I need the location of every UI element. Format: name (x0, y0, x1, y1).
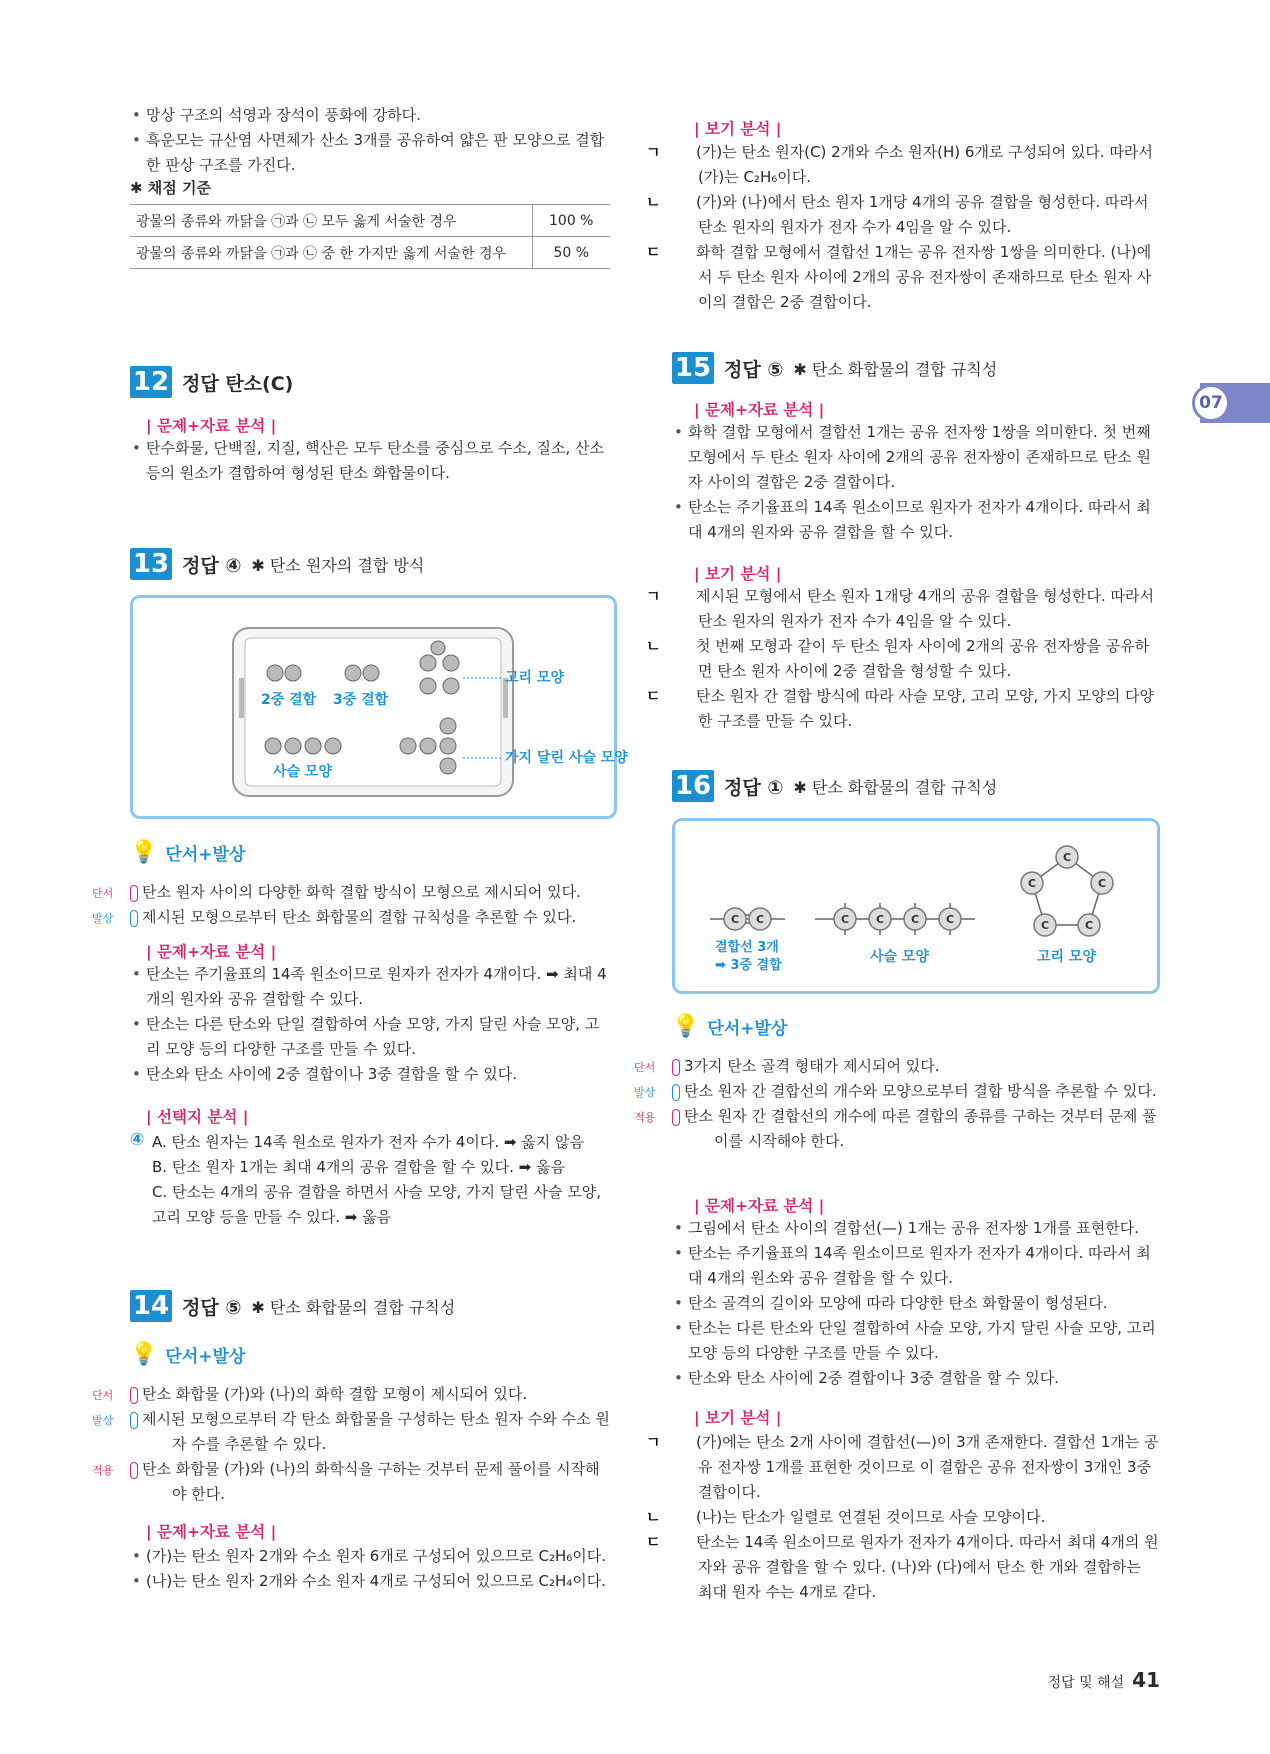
section-label: | 보기 분석 | (694, 120, 782, 138)
clue-text: 탄소 원자 사이의 다양한 화학 결합 방식이 모형으로 제시되어 있다. (142, 883, 581, 901)
bogi-text: 제시된 모형에서 탄소 원자 1개당 4개의 공유 결합을 형성한다. 따라서 탄소 원자의 원자가 전자 수가 4임을 알 수 있다. (696, 587, 1155, 630)
clue-badge: 단서 (130, 885, 138, 902)
list-item: • 탄소는 주기율표의 14족 원소이므로 원자가 전자가 4개이다. ➡ 최대 4개의 원자와 공유 결합할 수 있다. (130, 962, 610, 1012)
q13-header (130, 548, 424, 580)
q15-bullets (672, 420, 1160, 545)
atom-label: C (875, 913, 885, 926)
bogi-mark: ㄴ (646, 637, 661, 655)
list-item: • (가)는 탄소 원자 2개와 수소 원자 6개로 구성되어 있으므로 C₂H₆이다. (130, 1544, 610, 1569)
atom-label: C (730, 913, 740, 926)
q13-bullets (130, 962, 610, 1087)
table-cell: 100 % (532, 205, 610, 237)
bogi-mark: ㄱ (646, 143, 661, 161)
clue-badge: 단서 (672, 1059, 680, 1076)
bogi-text: (가)에는 탄소 2개 사이에 결합선(—)이 3개 존재한다. 결합선 1개는 공유 전자쌍 1개를 표현한 것이므로 이 결합은 공유 전자쌍이 3개인 3중 결합이다. (696, 1433, 1159, 1501)
bogi-text: 첫 번째 모형과 같이 두 탄소 원자 사이에 2개의 공유 전자쌍을 공유하면 탄소 원자 사이에 2중 결합을 형성할 수 있다. (696, 637, 1150, 680)
lightbulb-icon: 💡 (672, 1014, 700, 1039)
idea-text: 제시된 모형으로부터 탄소 화합물의 결합 규칙성을 추론할 수 있다. (142, 908, 577, 926)
bogi-mark: ㄱ (646, 1433, 661, 1451)
q16-header (672, 770, 997, 802)
idea-badge: 발상 (130, 1412, 138, 1429)
q15-header (672, 352, 997, 384)
table-cell: 광물의 종류와 까닭을 ㉠과 ㉡ 모두 옳게 서술한 경우 (130, 205, 532, 237)
question-number: 15 (672, 352, 714, 384)
list-item: • 탄소는 주기율표의 14족 원소이므로 원자가 전자가 4개이다. 따라서 최대 4개의 원자와 공유 결합을 할 수 있다. (672, 495, 1160, 545)
q14-header (130, 1290, 455, 1322)
criteria-table (130, 204, 610, 269)
atom-label: C (755, 913, 765, 926)
section-label: | 문제+자료 분석 | (694, 401, 825, 419)
idea-title: 단서+발상 (165, 1347, 246, 1367)
table-cell: 50 % (532, 237, 610, 269)
bogi-text: 탄소는 14족 원소이므로 원자가 전자가 4개이다. 따라서 최대 4개의 원자와 공유 결합을 할 수 있다. (나)와 (다)에서 탄소 한 개와 결합하는 최대 원자 수는 4개로 같다. (696, 1533, 1159, 1601)
q14-clues (92, 1382, 610, 1507)
idea-title: 단서+발상 (165, 845, 246, 865)
choice-mark: ④ (130, 1130, 145, 1150)
apply-text: 탄소 화합물 (가)와 (나)의 화학식을 구하는 것부터 문제 풀이를 시작해야 한다. (142, 1460, 600, 1503)
bogi-text: (가)는 탄소 원자(C) 2개와 수소 원자(H) 6개로 구성되어 있다. 따라서 (가)는 C₂H₆이다. (696, 143, 1153, 186)
list-item: • 탄소는 다른 탄소와 단일 결합하여 사슬 모양, 가지 달린 사슬 모양, 고리 모양 등의 다양한 구조를 만들 수 있다. (130, 1012, 610, 1062)
apply-badge: 적용 (672, 1109, 680, 1126)
q14-bogi (646, 140, 1160, 315)
apply-text: 탄소 원자 간 결합선의 개수에 따른 결합의 종류를 구하는 것부터 문제 풀이를 시작해야 한다. (684, 1107, 1157, 1150)
page-number: 41 (1132, 1668, 1160, 1692)
list-item: • 탄소는 주기율표의 14족 원소이므로 원자가 전자가 4개이다. 따라서 최대 4개의 원소와 공유 결합을 할 수 있다. (672, 1241, 1160, 1291)
answer: 정답 ④ (182, 554, 242, 577)
question-number: 14 (130, 1290, 172, 1322)
table-row (130, 237, 610, 269)
label-triple: 3중 결합 (333, 692, 389, 708)
question-number: 16 (672, 770, 714, 802)
list-item: • (나)는 탄소 원자 2개와 수소 원자 4개로 구성되어 있으므로 C₂H₄이다. (130, 1569, 610, 1594)
list-item: • 화학 결합 모형에서 결합선 1개는 공유 전자쌍 1쌍을 의미한다. 첫 번째 모형에서 두 탄소 원자 사이에 2개의 공유 전자쌍이 존재하므로 탄소 원자 사이의 결합은 2중 결합이다. (672, 420, 1160, 495)
top-bullets (130, 103, 610, 178)
idea-heading (672, 1014, 787, 1039)
atom-label: C (1084, 919, 1094, 932)
bogi-text: (나)는 탄소가 일렬로 연결된 것이므로 사슬 모양이다. (696, 1508, 1046, 1526)
list-item: • 그림에서 탄소 사이의 결합선(—) 1개는 공유 전자쌍 1개를 표현한다. (672, 1216, 1160, 1241)
section-label: | 문제+자료 분석 | (694, 1197, 825, 1215)
choice-item: B. 탄소 원자 1개는 최대 4개의 공유 결합을 할 수 있다. ➡ 옳음 (152, 1158, 565, 1176)
bogi-mark: ㄴ (646, 1508, 661, 1526)
atom-label: C (1040, 919, 1050, 932)
list-item: • 탄소와 탄소 사이에 2중 결합이나 3중 결합을 할 수 있다. (672, 1366, 1160, 1391)
list-item: • 탄소 골격의 길이와 모양에 따라 다양한 탄소 화합물이 형성된다. (672, 1291, 1160, 1316)
label-bonds: 결합선 3개 (715, 940, 779, 955)
question-tag: ✱ 탄소 원자의 결합 방식 (251, 555, 425, 575)
q16-figure (672, 818, 1160, 994)
atom-label: C (945, 913, 955, 926)
apply-badge: 적용 (130, 1462, 138, 1479)
label-ring: 고리 모양 (505, 670, 564, 686)
label-triple: ➡ 3중 결합 (715, 958, 782, 973)
criteria-title: ✱ 채점 기준 (130, 179, 211, 197)
q12-bullets (130, 436, 610, 486)
idea-text: 제시된 모형으로부터 각 탄소 화합물을 구성하는 탄소 원자 수와 수소 원자 수를 추론할 수 있다. (142, 1410, 610, 1453)
q16-bogi (646, 1430, 1160, 1605)
q13-figure (130, 595, 628, 819)
bogi-text: 화학 결합 모형에서 결합선 1개는 공유 전자쌍 1쌍을 의미한다. (나)에서 두 탄소 원자 사이에 2개의 공유 전자쌍이 존재하므로 탄소 원자 사이의 결합은 2중 결합이다. (696, 243, 1152, 311)
label-branch: 가지 달린 사슬 모양 (505, 750, 628, 766)
choice-item: C. 탄소는 4개의 공유 결합을 하면서 사슬 모양, 가지 달린 사슬 모양, 고리 모양 등을 만들 수 있다. ➡ 옳음 (152, 1183, 602, 1226)
atom-label: C (840, 913, 850, 926)
carbon-skeletons (675, 821, 1157, 991)
bogi-mark: ㄷ (646, 687, 661, 705)
section-label: | 보기 분석 | (694, 565, 782, 583)
bogi-mark: ㄷ (646, 1533, 661, 1551)
choice-item: A. 탄소 원자는 14족 원소로 원자가 전자 수가 4이다. ➡ 옳지 않음 (152, 1133, 584, 1151)
list-item: • 흑운모는 규산염 사면체가 산소 3개를 공유하여 얇은 판 모양으로 결합한 판상 구조를 가진다. (130, 128, 610, 178)
clue-text: 3가지 탄소 골격 형태가 제시되어 있다. (684, 1057, 940, 1075)
chapter-number[interactable]: 07 (1192, 384, 1230, 422)
lightbulb-icon: 💡 (130, 840, 158, 865)
idea-badge: 발상 (130, 910, 138, 927)
bogi-mark: ㄱ (646, 587, 661, 605)
idea-heading (130, 840, 245, 865)
q13-choices (130, 1130, 610, 1230)
table-cell: 광물의 종류와 까닭을 ㉠과 ㉡ 중 한 가지만 옳게 서술한 경우 (130, 237, 532, 269)
section-label: | 문제+자료 분석 | (146, 943, 277, 961)
idea-title: 단서+발상 (707, 1019, 788, 1039)
answer: 정답 ⑤ (182, 1296, 242, 1319)
page-footer (1048, 1668, 1160, 1692)
label-chain: 사슬 모양 (870, 949, 929, 965)
atom-label: C (1062, 851, 1072, 864)
list-item: • 망상 구조의 석영과 장석이 풍화에 강하다. (130, 103, 610, 128)
q14-bullets (130, 1544, 610, 1594)
label-ring: 고리 모양 (1037, 949, 1096, 965)
bogi-mark: ㄷ (646, 243, 661, 261)
question-number: 13 (130, 548, 172, 580)
section-label: | 보기 분석 | (694, 1409, 782, 1427)
list-item: • 탄수화물, 단백질, 지질, 핵산은 모두 탄소를 중심으로 수소, 질소, 산소 등의 원소가 결합하여 형성된 탄소 화합물이다. (130, 436, 610, 486)
q15-bogi (646, 584, 1160, 734)
answer: 정답 ① (724, 776, 784, 799)
table-row (130, 205, 610, 237)
answer: 정답 ⑤ (724, 358, 784, 381)
question-tag: ✱ 탄소 화합물의 결합 규칙성 (793, 359, 998, 379)
bogi-text: 탄소 원자 간 결합 방식에 따라 사슬 모양, 고리 모양, 가지 모양의 다양한 구조를 만들 수 있다. (696, 687, 1154, 730)
bogi-mark: ㄴ (646, 193, 661, 211)
list-item: • 탄소는 다른 탄소와 단일 결합하여 사슬 모양, 가지 달린 사슬 모양, 고리 모양 등의 다양한 구조를 만들 수 있다. (672, 1316, 1160, 1366)
section-label: | 문제+자료 분석 | (146, 1523, 277, 1541)
clue-text: 탄소 화합물 (가)와 (나)의 화학 결합 모형이 제시되어 있다. (142, 1385, 528, 1403)
q13-clues (92, 880, 610, 930)
clue-badge: 단서 (130, 1387, 138, 1404)
question-tag: ✱ 탄소 화합물의 결합 규칙성 (251, 1297, 456, 1317)
lightbulb-icon: 💡 (130, 1342, 158, 1367)
section-label: | 문제+자료 분석 | (146, 417, 277, 435)
label-chain: 사슬 모양 (273, 764, 332, 780)
section-label: | 선택지 분석 | (146, 1108, 249, 1126)
question-number: 12 (130, 366, 172, 398)
idea-badge: 발상 (672, 1084, 680, 1101)
idea-text: 탄소 원자 간 결합선의 개수와 모양으로부터 결합 방식을 추론할 수 있다. (684, 1082, 1157, 1100)
bogi-text: (가)와 (나)에서 탄소 원자 1개당 4개의 공유 결합을 형성한다. 따라서 탄소 원자의 원자가 전자 수가 4임을 알 수 있다. (696, 193, 1149, 236)
footer-label: 정답 및 해설 (1047, 1675, 1125, 1691)
atom-label: C (1097, 877, 1107, 890)
q16-bullets (672, 1216, 1160, 1391)
q16-clues (634, 1054, 1160, 1154)
label-double: 2중 결합 (261, 692, 317, 708)
model-board (133, 598, 628, 816)
question-tag: ✱ 탄소 화합물의 결합 규칙성 (793, 777, 998, 797)
atom-label: C (910, 913, 920, 926)
answer: 정답 탄소(C) (182, 372, 294, 395)
list-item: • 탄소와 탄소 사이에 2중 결합이나 3중 결합을 할 수 있다. (130, 1062, 610, 1087)
q12-header (130, 366, 293, 398)
atom-label: C (1027, 877, 1037, 890)
idea-heading (130, 1342, 245, 1367)
